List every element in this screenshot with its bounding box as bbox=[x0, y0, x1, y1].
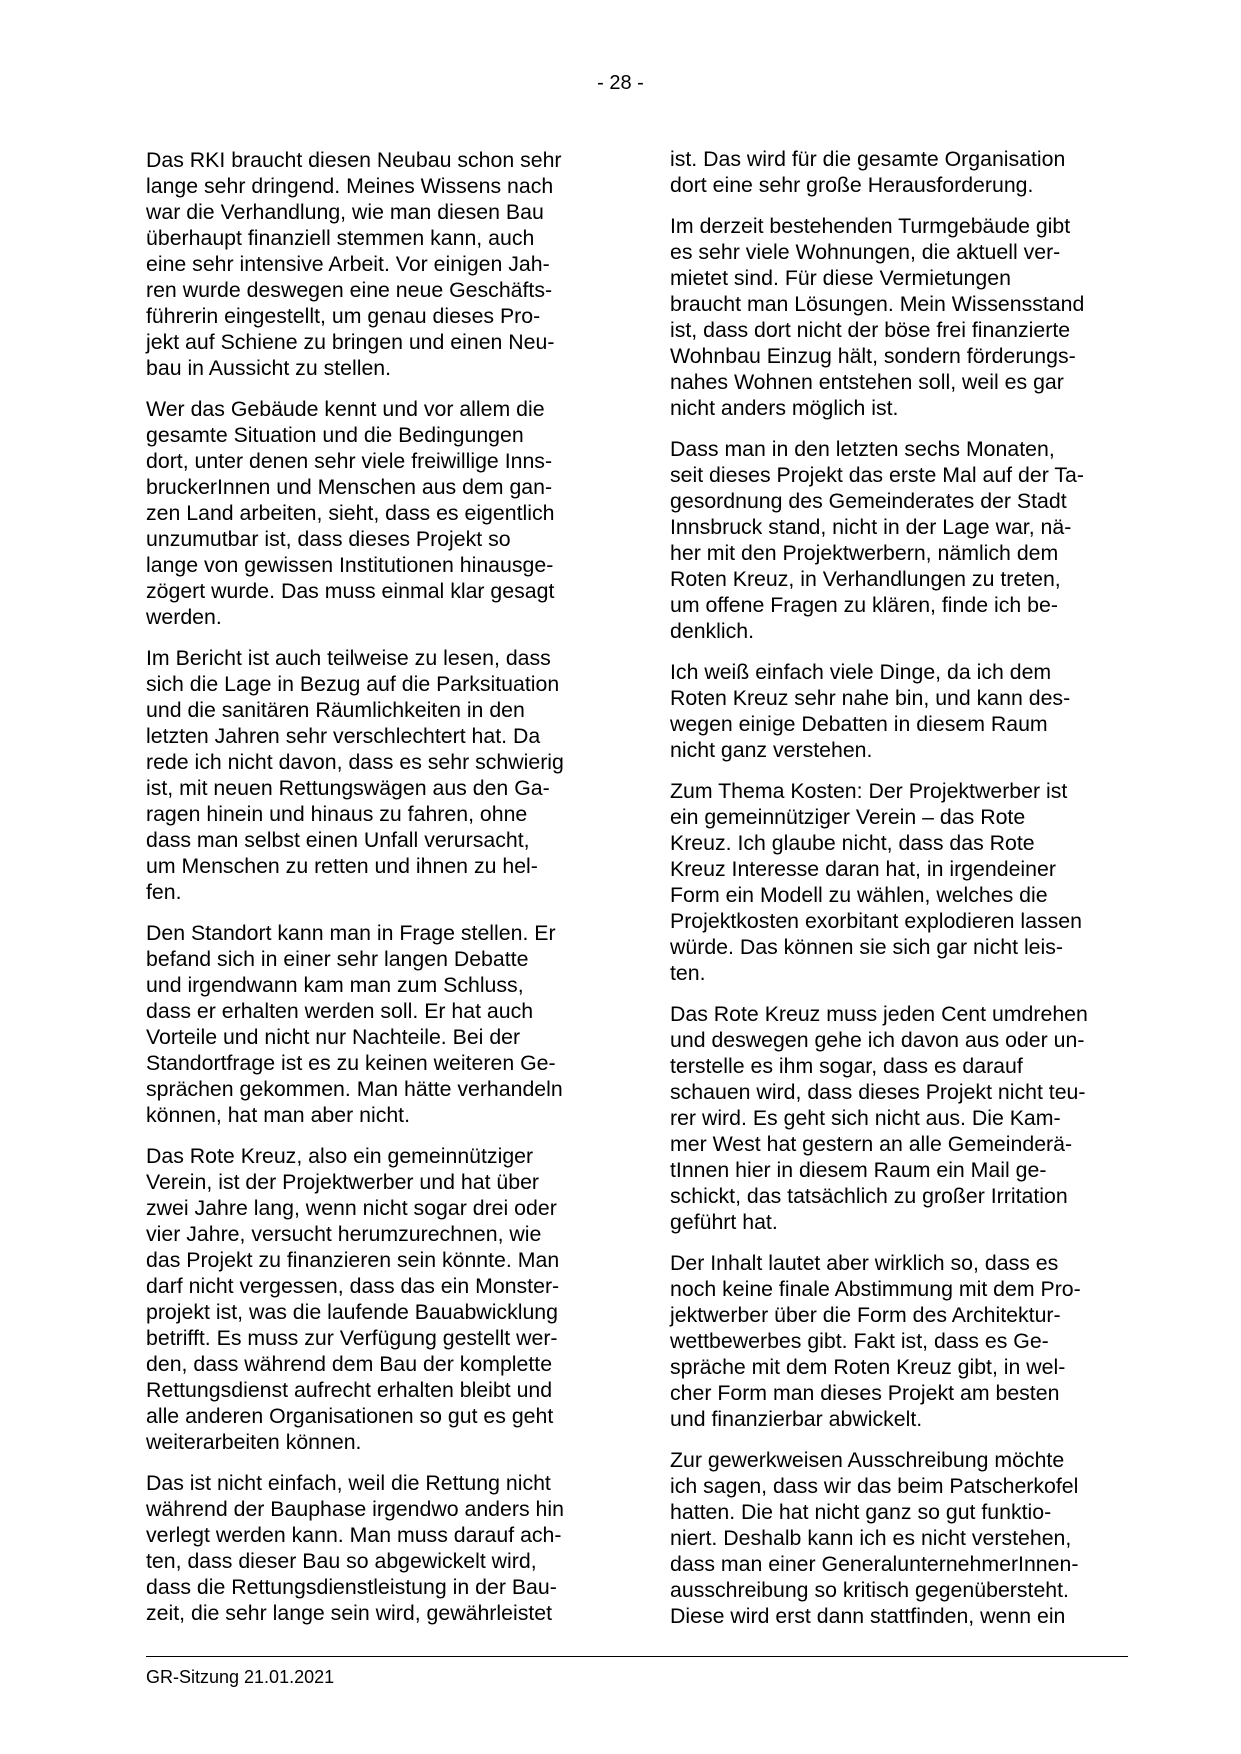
text-line: noch keine finale Abstimmung mit dem Pro- bbox=[670, 1277, 1081, 1301]
text-line: zögert wurde. Das muss einmal klar gesagt bbox=[146, 579, 555, 603]
text-line: und deswegen gehe ich davon aus oder un- bbox=[670, 1028, 1085, 1052]
text-line: und die sanitären Räumlichkeiten in den bbox=[146, 698, 525, 722]
text-line: führerin eingestellt, um genau dieses Pro- bbox=[146, 304, 541, 328]
footer-session-date: GR-Sitzung 21.01.2021 bbox=[146, 1667, 335, 1687]
text-line: projekt ist, was die laufende Bauabwicklung bbox=[146, 1300, 558, 1324]
text-line: alle anderen Organisationen so gut es geht bbox=[146, 1404, 554, 1428]
text-line: ist. Das wird für die gesamte Organisation bbox=[670, 147, 1066, 171]
text-line: rede ich nicht davon, dass es sehr schwierig bbox=[146, 750, 564, 774]
text-line: Verein, ist der Projektwerber und hat über bbox=[146, 1170, 540, 1194]
text-line: befand sich in einer sehr langen Debatte bbox=[146, 947, 529, 971]
paragraph bbox=[146, 645, 606, 905]
paragraph bbox=[670, 146, 1130, 198]
text-line: zwei Jahre lang, wenn nicht sogar drei oder bbox=[146, 1196, 557, 1220]
text-line: rer wird. Es geht sich nicht aus. Die Kam- bbox=[670, 1106, 1061, 1130]
text-line: dass die Rettungsdienstleistung in der Bau- bbox=[146, 1575, 557, 1599]
text-line: ten, dass dieser Bau so abgewickelt wird, bbox=[146, 1549, 537, 1573]
text-line: hatten. Die hat nicht ganz so gut funktio- bbox=[670, 1500, 1052, 1524]
text-line: braucht man Lösungen. Mein Wissensstand bbox=[670, 292, 1085, 316]
text-line: Roten Kreuz sehr nahe bin, und kann des- bbox=[670, 686, 1071, 710]
text-line: ein gemeinnütziger Verein – das Rote bbox=[670, 805, 1026, 829]
paragraph bbox=[146, 920, 606, 1128]
text-line: ausschreibung so kritisch gegenübersteht. bbox=[670, 1578, 1069, 1602]
text-line: gesordnung des Gemeinderates der Stadt bbox=[670, 489, 1067, 513]
text-line: mietet sind. Für diese Vermietungen bbox=[670, 266, 1011, 290]
text-line: weiterarbeiten können. bbox=[146, 1430, 362, 1454]
text-line: jektwerber über die Form des Architektur- bbox=[670, 1303, 1061, 1327]
text-line: denklich. bbox=[670, 619, 755, 643]
text-line: ich sagen, dass wir das beim Patscherkofel bbox=[670, 1474, 1079, 1498]
text-line: es sehr viele Wohnungen, die aktuell ver- bbox=[670, 240, 1061, 264]
text-line: um Menschen zu retten und ihnen zu hel- bbox=[146, 854, 538, 878]
text-line: das Projekt zu finanzieren sein könnte. Man bbox=[146, 1248, 560, 1272]
page-number: - 28 - bbox=[597, 72, 644, 94]
text-line: ist, dass dort nicht der böse frei finanzierte bbox=[670, 318, 1071, 342]
paragraph bbox=[670, 436, 1130, 644]
text-line: darf nicht vergessen, dass das ein Monster- bbox=[146, 1274, 560, 1298]
text-line: wettbewerbes gibt. Fakt ist, dass es Ge- bbox=[670, 1329, 1049, 1353]
text-line: unzumutbar ist, dass dieses Projekt so bbox=[146, 527, 511, 551]
text-line: können, hat man aber nicht. bbox=[146, 1103, 411, 1127]
paragraph bbox=[146, 396, 606, 630]
text-line: bruckerInnen und Menschen aus dem gan- bbox=[146, 475, 553, 499]
text-line: terstelle es ihm sogar, dass es darauf bbox=[670, 1054, 1023, 1078]
text-line: ist, mit neuen Rettungswägen aus den Ga- bbox=[146, 776, 550, 800]
text-line: Projektkosten exorbitant explodieren lassen bbox=[670, 909, 1082, 933]
text-line: Roten Kreuz, in Verhandlungen zu treten, bbox=[670, 567, 1061, 591]
paragraph bbox=[670, 1447, 1130, 1629]
text-line: Im derzeit bestehenden Turmgebäude gibt bbox=[670, 214, 1071, 238]
text-line: dass man einer GeneralunternehmerInnen- bbox=[670, 1552, 1079, 1576]
text-line: während der Bauphase irgendwo anders hin bbox=[146, 1497, 564, 1521]
text-line: vier Jahre, versucht herumzurechnen, wie bbox=[146, 1222, 542, 1246]
text-line: nicht ganz verstehen. bbox=[670, 738, 873, 762]
text-line: ragen hinein und hinaus zu fahren, ohne bbox=[146, 802, 528, 826]
text-line: Das Rote Kreuz, also ein gemeinnütziger bbox=[146, 1144, 534, 1168]
text-line: sich die Lage in Bezug auf die Parksituation bbox=[146, 672, 560, 696]
text-line: lange von gewissen Institutionen hinausge- bbox=[146, 553, 554, 577]
text-line: war die Verhandlung, wie man diesen Bau bbox=[146, 200, 544, 224]
text-line: Ich weiß einfach viele Dinge, da ich dem bbox=[670, 660, 1052, 684]
text-line: sprächen gekommen. Man hätte verhandeln bbox=[146, 1077, 563, 1101]
text-line: bau in Aussicht zu stellen. bbox=[146, 356, 392, 380]
text-line: spräche mit dem Roten Kreuz gibt, in wel- bbox=[670, 1355, 1066, 1379]
text-line: fen. bbox=[146, 880, 182, 904]
text-line: schickt, das tatsächlich zu großer Irritation bbox=[670, 1184, 1068, 1208]
text-line: Rettungsdienst aufrecht erhalten bleibt und bbox=[146, 1378, 553, 1402]
text-line: wegen einige Debatten in diesem Raum bbox=[670, 712, 1048, 736]
footer-divider bbox=[146, 1656, 1128, 1657]
text-line: überhaupt finanziell stemmen kann, auch bbox=[146, 226, 535, 250]
text-line: Vorteile und nicht nur Nachteile. Bei der bbox=[146, 1025, 521, 1049]
paragraph bbox=[146, 147, 606, 381]
text-line: gesamte Situation und die Bedingungen bbox=[146, 423, 524, 447]
text-line: Dass man in den letzten sechs Monaten, bbox=[670, 437, 1055, 461]
text-line: Den Standort kann man in Frage stellen. Er bbox=[146, 921, 556, 945]
text-line: Standortfrage ist es zu keinen weiteren Ge- bbox=[146, 1051, 556, 1075]
text-line: Im Bericht ist auch teilweise zu lesen, dass bbox=[146, 646, 551, 670]
text-line: cher Form man dieses Projekt am besten bbox=[670, 1381, 1060, 1405]
text-line: geführt hat. bbox=[670, 1210, 778, 1234]
text-line: seit dieses Projekt das erste Mal auf der Ta- bbox=[670, 463, 1084, 487]
paragraph bbox=[670, 659, 1130, 763]
text-line: nahes Wohnen entstehen soll, weil es gar bbox=[670, 370, 1064, 394]
paragraph bbox=[146, 1143, 606, 1455]
paragraph bbox=[670, 213, 1130, 421]
text-line: her mit den Projektwerbern, nämlich dem bbox=[670, 541, 1059, 565]
text-line: jekt auf Schiene zu bringen und einen Neu- bbox=[146, 330, 555, 354]
text-line: Wohnbau Einzug hält, sondern förderungs- bbox=[670, 344, 1076, 368]
text-line: um offene Fragen zu klären, finde ich be- bbox=[670, 593, 1058, 617]
text-line: Der Inhalt lautet aber wirklich so, dass es bbox=[670, 1251, 1059, 1275]
text-line: Zur gewerkweisen Ausschreibung möchte bbox=[670, 1448, 1065, 1472]
paragraph bbox=[670, 1250, 1130, 1432]
text-line: und finanzierbar abwickelt. bbox=[670, 1407, 923, 1431]
text-line: Kreuz Interesse daran hat, in irgendeiner bbox=[670, 857, 1056, 881]
text-line: schauen wird, dass dieses Projekt nicht teu- bbox=[670, 1080, 1086, 1104]
left-column bbox=[146, 147, 606, 1641]
text-line: verlegt werden kann. Man muss darauf ach- bbox=[146, 1523, 562, 1547]
text-line: lange sehr dringend. Meines Wissens nach bbox=[146, 174, 554, 198]
text-line: Das RKI braucht diesen Neubau schon sehr bbox=[146, 148, 562, 172]
text-line: ren wurde deswegen eine neue Geschäfts- bbox=[146, 278, 553, 302]
text-line: tInnen hier in diesem Raum ein Mail ge- bbox=[670, 1158, 1047, 1182]
paragraph bbox=[670, 778, 1130, 986]
text-line: dass man selbst einen Unfall verursacht, bbox=[146, 828, 530, 852]
text-line: dort eine sehr große Herausforderung. bbox=[670, 173, 1034, 197]
text-line: würde. Das können sie sich gar nicht leis- bbox=[670, 935, 1063, 959]
paragraph bbox=[146, 1470, 606, 1626]
text-line: eine sehr intensive Arbeit. Vor einigen Jah- bbox=[146, 252, 550, 276]
text-line: mer West hat gestern an alle Gemeinderä- bbox=[670, 1132, 1073, 1156]
text-line: Innsbruck stand, nicht in der Lage war, nä- bbox=[670, 515, 1072, 539]
text-line: zeit, die sehr lange sein wird, gewährleistet bbox=[146, 1601, 553, 1625]
text-line: niert. Deshalb kann ich es nicht verstehen, bbox=[670, 1526, 1072, 1550]
right-column bbox=[670, 146, 1130, 1644]
text-line: und irgendwann kam man zum Schluss, bbox=[146, 973, 524, 997]
text-line: nicht anders möglich ist. bbox=[670, 396, 899, 420]
text-line: Kreuz. Ich glaube nicht, dass das Rote bbox=[670, 831, 1035, 855]
text-line: betrifft. Es muss zur Verfügung gestellt wer- bbox=[146, 1326, 558, 1350]
text-line: Diese wird erst dann stattfinden, wenn ein bbox=[670, 1604, 1066, 1628]
text-line: Wer das Gebäude kennt und vor allem die bbox=[146, 397, 545, 421]
text-line: letzten Jahren sehr verschlechtert hat. Da bbox=[146, 724, 541, 748]
text-line: Form ein Modell zu wählen, welches die bbox=[670, 883, 1048, 907]
text-line: dort, unter denen sehr viele freiwillige Inns- bbox=[146, 449, 553, 473]
paragraph bbox=[670, 1001, 1130, 1235]
text-line: den, dass während dem Bau der komplette bbox=[146, 1352, 553, 1376]
text-line: Das Rote Kreuz muss jeden Cent umdrehen bbox=[670, 1002, 1088, 1026]
text-line: dass er erhalten werden soll. Er hat auch bbox=[146, 999, 534, 1023]
text-line: ten. bbox=[670, 961, 706, 985]
text-line: Das ist nicht einfach, weil die Rettung nicht bbox=[146, 1471, 551, 1495]
text-line: zen Land arbeiten, sieht, dass es eigentlich bbox=[146, 501, 555, 525]
text-line: Zum Thema Kosten: Der Projektwerber ist bbox=[670, 779, 1068, 803]
text-line: werden. bbox=[146, 605, 222, 629]
